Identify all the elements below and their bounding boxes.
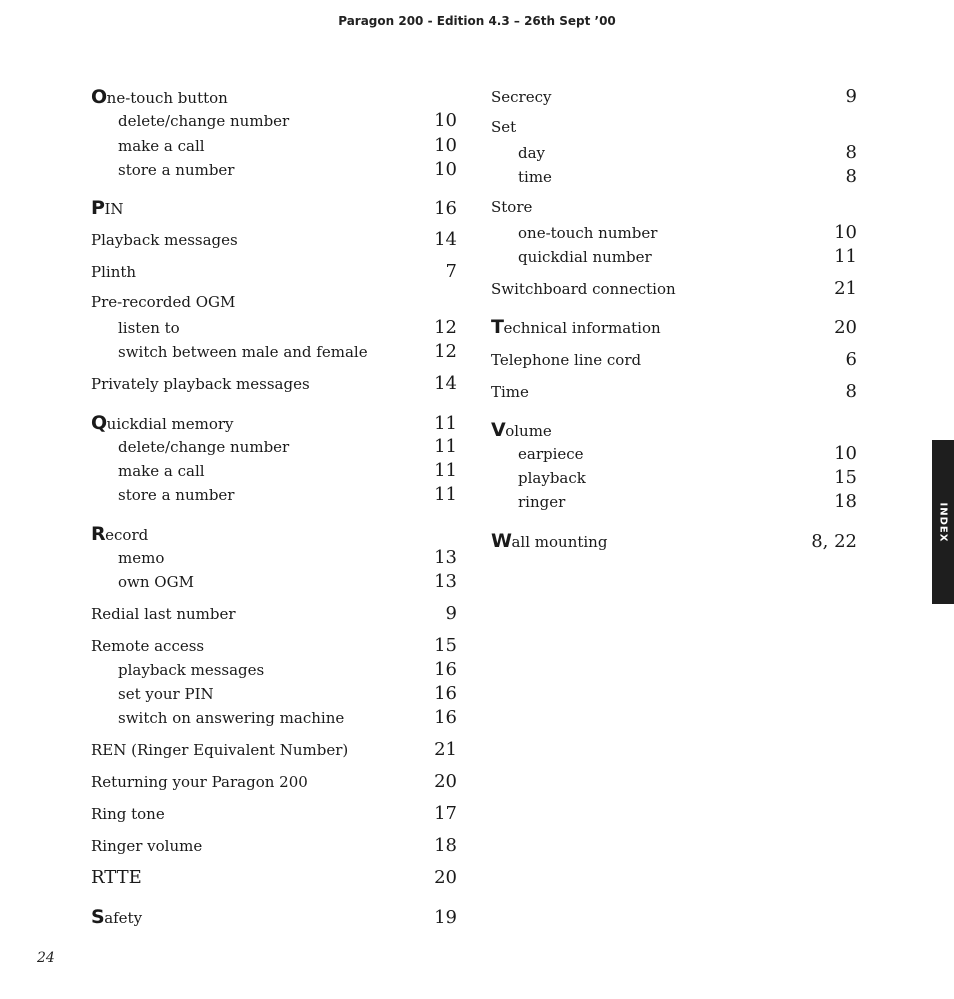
index-entry: [91, 771, 457, 793]
index-term: [91, 319, 180, 337]
index-page-ref: 15: [434, 635, 457, 656]
index-term-text: quickdial number: [518, 248, 652, 266]
index-term: [491, 419, 552, 441]
index-subentry: [91, 460, 457, 482]
index-term-text: playback messages: [118, 661, 265, 679]
index-page-ref: 16: [434, 659, 457, 680]
index-page-ref: 11: [434, 436, 457, 457]
index-initial-letter: S: [91, 906, 105, 928]
index-term-text: Secrecy: [491, 88, 552, 106]
index-page-ref: 20: [434, 771, 457, 792]
index-page-ref: 11: [834, 246, 857, 267]
index-subentry: [491, 443, 857, 465]
index-term: [491, 445, 584, 463]
index-term-text: Pre-recorded OGM: [91, 293, 236, 311]
index-entry: [491, 118, 857, 140]
index-page-ref: 10: [834, 222, 857, 243]
index-term-text: echnical information: [503, 319, 661, 337]
index-page-ref: 14: [434, 373, 457, 394]
index-term-text: all mounting: [511, 533, 608, 551]
index-term: [91, 661, 264, 679]
index-term: [91, 343, 368, 361]
index-page-ref: 19: [434, 907, 457, 928]
index-term: [91, 741, 348, 759]
index-term-text: Playback messages: [91, 231, 238, 249]
index-term: [91, 867, 142, 888]
index-term-text: store a number: [118, 486, 235, 504]
index-term-text: delete/change number: [118, 112, 290, 130]
index-term: [91, 86, 228, 108]
index-side-tab: [932, 440, 954, 604]
index-entry: [91, 803, 457, 825]
index-page-ref: 8: [845, 166, 857, 187]
index-initial-letter: V: [491, 419, 506, 441]
index-term: [491, 248, 652, 266]
index-term: [91, 486, 234, 504]
index-page-ref: 9: [445, 603, 457, 624]
index-page-ref: 20: [834, 317, 857, 338]
index-term: [91, 549, 164, 567]
index-term: [491, 280, 676, 298]
index-page-ref: 11: [434, 484, 457, 505]
index-entry: [91, 293, 457, 315]
index-term-text: one-touch number: [518, 224, 658, 242]
index-page-ref: 12: [434, 317, 457, 338]
index-page-ref: 7: [445, 261, 457, 282]
index-entry: [491, 198, 857, 220]
index-term: [491, 118, 516, 136]
index-page-ref: 6: [845, 349, 857, 370]
index-term: [491, 493, 565, 511]
index-term-text: Plinth: [91, 263, 137, 281]
index-page-ref: 11: [434, 460, 457, 481]
index-entry: [491, 419, 857, 441]
index-subentry: [91, 159, 457, 181]
index-page-ref: 8: [845, 142, 857, 163]
index-term: [491, 144, 545, 162]
index-page-ref: 13: [434, 571, 457, 592]
index-page-ref: 16: [434, 683, 457, 704]
index-page-ref: 11: [434, 413, 457, 434]
index-term-text: IN: [104, 200, 124, 218]
index-term: [91, 906, 142, 928]
index-entry: [91, 373, 457, 395]
index-term: [91, 375, 310, 393]
index-page-ref: 15: [834, 467, 857, 488]
index-term-text: afety: [104, 909, 143, 927]
index-entry: [91, 412, 457, 434]
index-subentry: [91, 484, 457, 506]
index-entry: [91, 635, 457, 657]
index-term: [91, 709, 344, 727]
index-entry: [91, 261, 457, 283]
index-term-text: switch between male and female: [118, 343, 368, 361]
index-term-text: Store: [491, 198, 533, 216]
index-page-ref: 10: [834, 443, 857, 464]
index-entry: [91, 739, 457, 761]
index-term-text: own OGM: [118, 573, 194, 591]
index-page-ref: 14: [434, 229, 457, 250]
index-page-ref: 8, 22: [811, 531, 857, 552]
page-number: 24: [37, 950, 55, 966]
side-tab-label: INDEX: [937, 502, 949, 542]
index-subentry: [91, 317, 457, 339]
index-term-text: store a number: [118, 161, 235, 179]
index-term-text: Ring tone: [91, 805, 165, 823]
index-subentry: [491, 467, 857, 489]
index-entry: [91, 867, 457, 889]
index-entry: [91, 197, 457, 219]
index-term-text: olume: [505, 422, 552, 440]
index-term-text: Time: [491, 383, 529, 401]
index-subentry: [91, 135, 457, 157]
index-term: [91, 773, 308, 791]
index-page-ref: 10: [434, 135, 457, 156]
index-initial-letter: P: [91, 197, 105, 219]
index-term: [91, 605, 236, 623]
index-page-ref: 20: [434, 867, 457, 888]
index-term: [91, 837, 202, 855]
index-term-text: delete/change number: [118, 438, 290, 456]
index-page-ref: 12: [434, 341, 457, 362]
index-term: [91, 197, 124, 219]
index-term-text: memo: [118, 549, 165, 567]
index-page-ref: 18: [834, 491, 857, 512]
index-term-text: Remote access: [91, 637, 205, 655]
index-term: [91, 573, 194, 591]
index-page-ref: 10: [434, 159, 457, 180]
index-page-ref: 10: [434, 110, 457, 131]
index-entry: [91, 523, 457, 545]
index-term: [491, 88, 551, 106]
index-term: [91, 462, 205, 480]
index-initial-letter: Q: [91, 412, 107, 434]
index-term-text: earpiece: [518, 445, 584, 463]
index-subentry: [91, 341, 457, 363]
index-term-text: make a call: [118, 137, 205, 155]
index-term: [91, 137, 205, 155]
index-term: [91, 637, 204, 655]
index-subentry: [91, 110, 457, 132]
index-initial-letter: W: [491, 530, 512, 552]
index-term: [491, 316, 661, 338]
index-subentry: [91, 547, 457, 569]
index-initial-letter: T: [491, 316, 504, 338]
index-term: [91, 263, 136, 281]
index-subentry: [91, 707, 457, 729]
index-term-text: Telephone line cord: [491, 351, 642, 369]
index-page-ref: 21: [834, 278, 857, 299]
index-entry: [91, 603, 457, 625]
index-subentry: [491, 222, 857, 244]
index-subentry: [91, 436, 457, 458]
index-term-text: Privately playback messages: [91, 375, 310, 393]
index-page-ref: 21: [434, 739, 457, 760]
index-term: [491, 351, 641, 369]
index-initial-letter: R: [91, 523, 106, 545]
index-term: [91, 438, 289, 456]
index-term-text: switch on answering machine: [118, 709, 345, 727]
index-subentry: [91, 683, 457, 705]
index-entry: [491, 86, 857, 108]
index-term: [91, 523, 148, 545]
index-entry: [491, 381, 857, 403]
index-term-text: RTTE: [91, 867, 142, 888]
index-term-text: make a call: [118, 462, 205, 480]
index-term: [491, 530, 607, 552]
index-page-ref: 9: [845, 86, 857, 107]
index-subentry: [91, 571, 457, 593]
index-term-text: time: [518, 168, 552, 186]
index-entry: [91, 86, 457, 108]
index-term: [91, 412, 234, 434]
index-term: [491, 168, 552, 186]
index-term-text: listen to: [118, 319, 180, 337]
index-term: [91, 805, 165, 823]
index-entry: [491, 278, 857, 300]
index-entry: [91, 835, 457, 857]
index-entry: [491, 349, 857, 371]
index-page-ref: 16: [434, 198, 457, 219]
index-term: [91, 161, 234, 179]
index-term-text: REN (Ringer Equivalent Number): [91, 741, 349, 759]
index-subentry: [491, 246, 857, 268]
index-term-text: ecord: [105, 526, 149, 544]
index-initial-letter: O: [91, 86, 107, 108]
index-term: [491, 224, 657, 242]
index-term-text: day: [518, 144, 546, 162]
index-entry: [491, 316, 857, 338]
index-entry: [91, 229, 457, 251]
index-page-ref: 16: [434, 707, 457, 728]
index-page-ref: 17: [434, 803, 457, 824]
index-term-text: set your PIN: [118, 685, 214, 703]
index-term: [91, 231, 238, 249]
index-term: [491, 469, 586, 487]
index-page-ref: 13: [434, 547, 457, 568]
index-term-text: uickdial memory: [106, 415, 234, 433]
index-term-text: Redial last number: [91, 605, 236, 623]
index-term-text: ne-touch button: [106, 89, 228, 107]
index-entry: [91, 906, 457, 928]
index-term-text: Returning your Paragon 200: [91, 773, 308, 791]
index-subentry: [491, 142, 857, 164]
index-term: [91, 293, 235, 311]
index-page-ref: 18: [434, 835, 457, 856]
index-term-text: Set: [491, 118, 517, 136]
index-subentry: [91, 659, 457, 681]
running-header: Paragon 200 - Edition 4.3 – 26th Sept ’00: [338, 14, 616, 28]
index-term: [491, 383, 529, 401]
index-page-ref: 8: [845, 381, 857, 402]
index-term-text: Switchboard connection: [491, 280, 676, 298]
index-term-text: Ringer volume: [91, 837, 203, 855]
index-term: [491, 198, 532, 216]
index-term-text: playback: [518, 469, 586, 487]
index-term: [91, 685, 214, 703]
index-term: [91, 112, 289, 130]
index-entry: [491, 530, 857, 552]
index-term-text: ringer: [518, 493, 566, 511]
index-subentry: [491, 491, 857, 513]
index-subentry: [491, 166, 857, 188]
